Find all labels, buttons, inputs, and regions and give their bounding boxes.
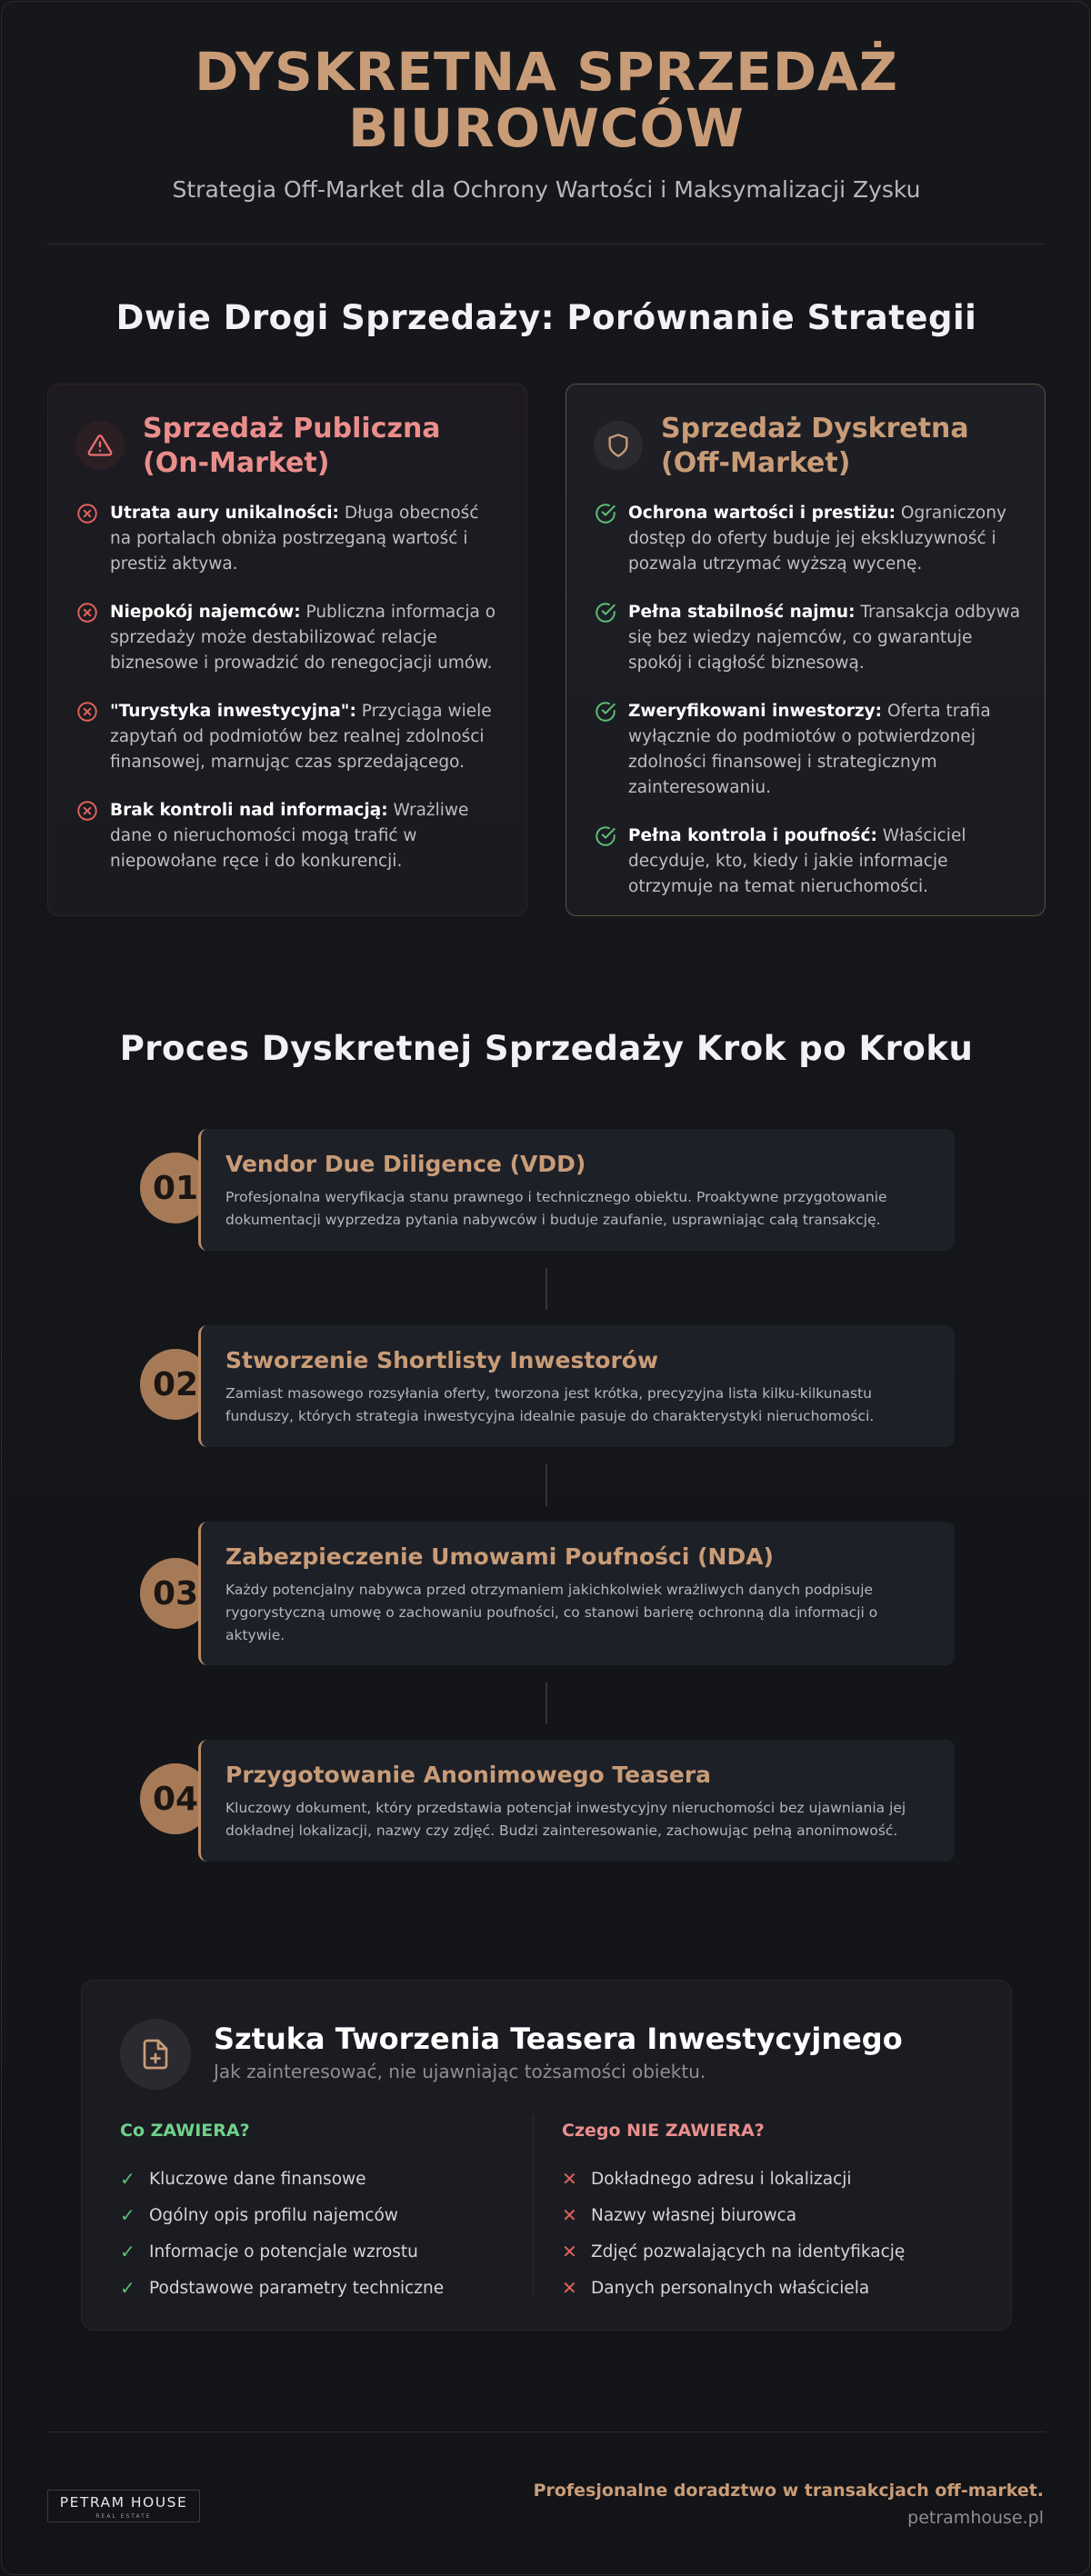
- step-number: 01: [140, 1153, 211, 1223]
- teaser-section: [81, 1980, 1012, 2331]
- discreet-icon-circle: [594, 421, 643, 470]
- list-item: [562, 2161, 962, 2197]
- item-bold: Pełna stabilność najmu:: [628, 603, 856, 622]
- shield-icon: [606, 433, 631, 458]
- check-circle-icon: [594, 502, 617, 525]
- teaser-excludes-column: [562, 2121, 962, 2306]
- discreet-card-title-line-2: (Off-Market): [661, 447, 851, 479]
- discreet-card-header: [594, 412, 969, 481]
- list-item: [120, 2233, 520, 2270]
- x-circle-icon: [75, 502, 99, 525]
- discreet-items-list: [594, 501, 1021, 923]
- step-card: [198, 1129, 955, 1251]
- item-text: Transakcja odbywa się bez wiedzy najemców, co gwarantuje spokój i ciągłość biznesową.: [628, 603, 1021, 673]
- item-bold: Zweryfikowani inwestorzy:: [628, 702, 883, 721]
- list-item: [594, 699, 1021, 801]
- comparison-title: Dwie Drogi Sprzedaży: Porównanie Strategii: [115, 298, 977, 337]
- step-connector: [546, 1464, 547, 1506]
- list-item-label: Podstawowe parametry techniczne: [149, 2278, 445, 2298]
- public-items-list: [75, 501, 503, 897]
- file-plus-icon: [139, 2038, 172, 2071]
- logo-subtitle: REAL ESTATE: [95, 2513, 152, 2520]
- list-item: [562, 2270, 962, 2306]
- discreet-sale-card: [566, 384, 1046, 916]
- page-title-line-1: DYSKRETNA SPRZEDAŻ: [195, 41, 898, 103]
- step-description: Profesjonalna weryfikacja stanu prawnego i technicznego obiektu. Proaktywne przygotowanie dokumentacji wyprzedza pytania nabywców i buduje zaufanie, usprawniając całą transakcję.: [225, 1189, 887, 1228]
- list-item: [120, 2161, 520, 2197]
- item-text: Wrażliwe dane o nieruchomości mogą trafić w niepowołane ręce i do konkurencji.: [110, 801, 469, 871]
- step-title: Przygotowanie Anonimowego Teasera: [225, 1762, 712, 1788]
- list-item: [120, 2197, 520, 2233]
- list-item: [75, 798, 503, 874]
- x-icon: ✕: [562, 2277, 577, 2299]
- check-icon: ✓: [120, 2168, 135, 2190]
- page-title-line-2: BIUROWCÓW: [348, 97, 745, 159]
- header-divider: [47, 244, 1046, 245]
- list-item-label: Ogólny opis profilu najemców: [149, 2205, 398, 2225]
- company-logo: [47, 2490, 200, 2522]
- list-item-label: Nazwy własnej biurowca: [591, 2205, 797, 2225]
- item-bold: Niepokój najemców:: [110, 603, 301, 622]
- step-card: [198, 1325, 955, 1447]
- discreet-card-title-line-1: Sprzedaż Dyskretna: [661, 413, 969, 444]
- item-text: Ograniczony dostęp do oferty buduje jej ekskluzywność i pozwala utrzymać wyższą wycenę.: [628, 504, 1006, 574]
- public-card-title-line-2: (On-Market): [143, 447, 330, 479]
- contains-heading: Co ZAWIERA?: [120, 2121, 250, 2141]
- page-subtitle: Strategia Off-Market dla Ochrony Wartości i Maksymalizacji Zysku: [172, 176, 921, 203]
- public-card-title-line-1: Sprzedaż Publiczna: [143, 413, 441, 444]
- check-icon: ✓: [120, 2277, 135, 2299]
- teaser-subtitle: Jak zainteresować, nie ujawniając tożsamości obiektu.: [214, 2061, 706, 2082]
- step-description: Kluczowy dokument, który przedstawia potencjał inwestycyjny nieruchomości bez ujawniania jej dokładnej lokalizacji, nazwy czy zdjęć. Budzi zainteresowanie, zachowując pełną anonimowość.: [225, 1800, 906, 1839]
- item-text: Publiczna informacja o sprzedaży może destabilizować relacje biznesowe i prowadzić do renegocjacji umów.: [110, 603, 496, 673]
- list-item: [594, 600, 1021, 676]
- item-text: Długa obecność na portalach obniża postrzeganą wartość i prestiż aktywa.: [110, 504, 479, 574]
- public-sale-card: [47, 384, 527, 916]
- list-item: [75, 501, 503, 577]
- step-title: Vendor Due Diligence (VDD): [225, 1151, 586, 1177]
- item-bold: Brak kontroli nad informacją:: [110, 801, 388, 820]
- item-bold: Pełna kontrola i poufność:: [628, 826, 877, 845]
- list-item: [594, 824, 1021, 900]
- item-text: Oferta trafia wyłącznie do podmiotów o potwierdzonej zdolności finansowej i strategicznym zainteresowaniu.: [628, 702, 991, 797]
- footer-tagline: Profesjonalne doradztwo w transakcjach off-market.: [533, 2481, 1044, 2501]
- list-item: [562, 2197, 962, 2233]
- list-item-label: Dokładnego adresu i lokalizacji: [591, 2169, 852, 2189]
- list-item-label: Informacje o potencjale wzrostu: [149, 2242, 418, 2261]
- step-number: 03: [140, 1558, 211, 1629]
- x-circle-icon: [75, 700, 99, 724]
- step-card: [198, 1740, 955, 1862]
- item-text: Przyciąga wiele zapytań od podmiotów bez realnej zdolności finansowej, marnując czas sprzedającego.: [110, 702, 492, 772]
- public-card-title: [143, 412, 441, 481]
- teaser-icon-circle: [120, 2019, 191, 2090]
- page-title: [2, 41, 1091, 159]
- teaser-title: Sztuka Tworzenia Teasera Inwestycyjnego: [214, 2022, 903, 2056]
- list-item: [75, 699, 503, 775]
- list-item-label: Kluczowe dane finansowe: [149, 2169, 366, 2189]
- step-title: Zabezpieczenie Umowami Poufności (NDA): [225, 1543, 774, 1570]
- column-divider: [533, 2115, 534, 2297]
- x-icon: ✕: [562, 2241, 577, 2262]
- list-item: [120, 2270, 520, 2306]
- footer-website-link[interactable]: petramhouse.pl: [907, 2508, 1044, 2528]
- item-bold: "Turystyka inwestycyjna":: [110, 702, 356, 721]
- x-circle-icon: [75, 601, 99, 624]
- step-title: Stworzenie Shortlisty Inwestorów: [225, 1347, 659, 1373]
- step-connector: [546, 1682, 547, 1724]
- list-item-label: Danych personalnych właściciela: [591, 2278, 870, 2298]
- check-circle-icon: [594, 824, 617, 848]
- item-text: Właściciel decyduje, kto, kiedy i jakie informacje otrzymuje na temat nieruchomości.: [628, 826, 966, 896]
- list-item: [562, 2233, 962, 2270]
- footer-divider: [47, 2431, 1046, 2432]
- x-icon: ✕: [562, 2168, 577, 2190]
- list-item-label: Zdjęć pozwalających na identyfikację: [591, 2242, 906, 2261]
- warning-triangle-icon: [87, 433, 113, 458]
- check-circle-icon: [594, 601, 617, 624]
- public-card-header: [75, 412, 441, 481]
- process-title: Proces Dyskretnej Sprzedaży Krok po Kroku: [119, 1029, 974, 1068]
- x-icon: ✕: [562, 2204, 577, 2226]
- public-icon-circle: [75, 421, 125, 470]
- check-circle-icon: [594, 700, 617, 724]
- teaser-contains-column: [120, 2121, 520, 2306]
- header: [2, 41, 1091, 203]
- logo-name: PETRAM HOUSE: [59, 2494, 188, 2511]
- check-icon: ✓: [120, 2241, 135, 2262]
- step-card: [198, 1522, 955, 1665]
- step-connector: [546, 1268, 547, 1310]
- item-bold: Ochrona wartości i prestiżu:: [628, 504, 896, 523]
- discreet-card-title: [661, 412, 969, 481]
- item-bold: Utrata aury unikalności:: [110, 504, 339, 523]
- step-number: 02: [140, 1349, 211, 1420]
- list-item: [594, 501, 1021, 577]
- list-item: [75, 600, 503, 676]
- step-description: Zamiast masowego rozsyłania oferty, tworzona jest krótka, precyzyjna lista kilku-kilkunastu funduszy, których strategia inwestycyjna idealnie pasuje do charakterystyki nieruchomości.: [225, 1385, 875, 1424]
- infographic-page: [1, 1, 1090, 2575]
- step-number: 04: [140, 1763, 211, 1834]
- check-icon: ✓: [120, 2204, 135, 2226]
- x-circle-icon: [75, 799, 99, 823]
- step-description: Każdy potencjalny nabywca przed otrzymaniem jakichkolwiek wrażliwych danych podpisuje rygorystyczną umowę o zachowaniu poufności, co stanowi barierę ochronną dla informacji o aktywie.: [225, 1582, 878, 1643]
- excludes-heading: Czego NIE ZAWIERA?: [562, 2121, 765, 2141]
